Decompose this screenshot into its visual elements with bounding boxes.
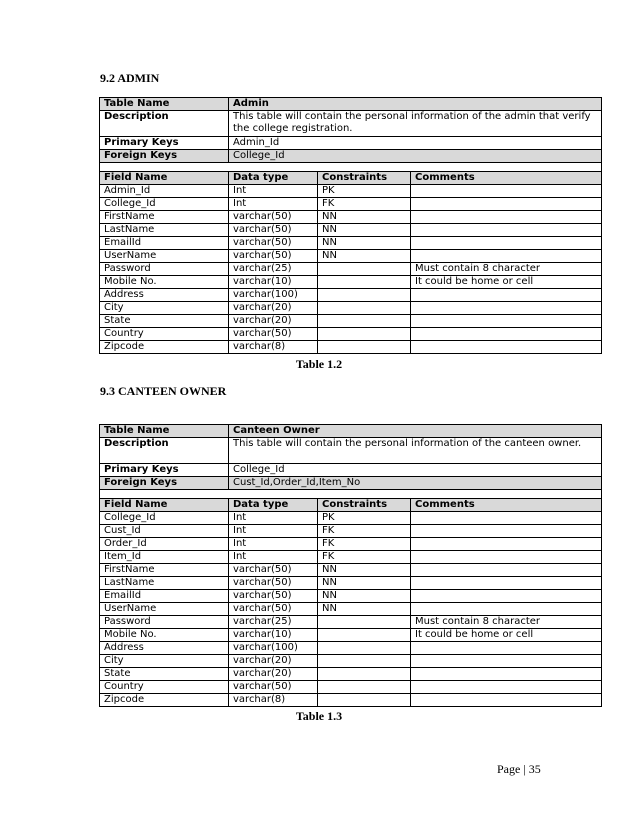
field-name-cell: FirstName [100, 211, 229, 224]
comments-cell [411, 211, 602, 224]
comments-cell [411, 512, 602, 525]
foreign-keys-label: Foreign Keys [100, 150, 229, 163]
table-row [100, 198, 602, 211]
description-value: This table will contain the personal information of the admin that verify the college registration. [229, 111, 602, 137]
constraints-cell: FK [318, 538, 411, 551]
constraints-cell [318, 629, 411, 642]
constraints-cell [318, 642, 411, 655]
table-row [100, 525, 602, 538]
column-header-constraints: Constraints [318, 172, 411, 185]
constraints-cell [318, 655, 411, 668]
data-type-cell: varchar(50) [229, 590, 318, 603]
table-row [100, 564, 602, 577]
primary-keys-row [100, 464, 602, 477]
comments-cell [411, 250, 602, 263]
data-type-cell: varchar(8) [229, 694, 318, 707]
constraints-cell [318, 668, 411, 681]
primary-keys-value: College_Id [229, 464, 602, 477]
constraints-cell [318, 289, 411, 302]
data-type-cell: varchar(100) [229, 289, 318, 302]
constraints-cell: PK [318, 512, 411, 525]
field-name-cell: Password [100, 616, 229, 629]
column-header-row [100, 499, 602, 512]
comments-cell: It could be home or cell [411, 629, 602, 642]
constraints-cell [318, 341, 411, 354]
comments-cell [411, 668, 602, 681]
constraints-cell: NN [318, 237, 411, 250]
constraints-cell: FK [318, 198, 411, 211]
canteen-owner-field-rows [100, 512, 602, 707]
data-type-cell: varchar(20) [229, 302, 318, 315]
comments-cell [411, 237, 602, 250]
table-name-value: Canteen Owner [229, 425, 602, 438]
foreign-keys-label: Foreign Keys [100, 477, 229, 490]
table-row [100, 341, 602, 354]
table-row [100, 629, 602, 642]
column-header-constraints: Constraints [318, 499, 411, 512]
table-row [100, 603, 602, 616]
description-row [100, 438, 602, 464]
data-type-cell: varchar(50) [229, 564, 318, 577]
data-type-cell: varchar(20) [229, 315, 318, 328]
data-type-cell: Int [229, 198, 318, 211]
admin-field-rows [100, 185, 602, 354]
foreign-keys-row [100, 150, 602, 163]
table-row [100, 512, 602, 525]
spacer-row [100, 163, 602, 172]
constraints-cell: NN [318, 577, 411, 590]
comments-cell [411, 642, 602, 655]
table-row [100, 237, 602, 250]
table-row [100, 642, 602, 655]
table-row [100, 211, 602, 224]
data-type-cell: Int [229, 525, 318, 538]
table-row [100, 328, 602, 341]
table-row [100, 655, 602, 668]
data-type-cell: Int [229, 551, 318, 564]
comments-cell [411, 590, 602, 603]
comments-cell [411, 525, 602, 538]
table-row [100, 551, 602, 564]
column-header-field-name: Field Name [100, 499, 229, 512]
comments-cell: Must contain 8 character [411, 616, 602, 629]
table-row [100, 590, 602, 603]
field-name-cell: Address [100, 289, 229, 302]
field-name-cell: Zipcode [100, 694, 229, 707]
data-type-cell: Int [229, 538, 318, 551]
table-name-row [100, 98, 602, 111]
table-row [100, 289, 602, 302]
data-type-cell: varchar(50) [229, 250, 318, 263]
constraints-cell: NN [318, 564, 411, 577]
comments-cell [411, 577, 602, 590]
column-header-row [100, 172, 602, 185]
table-name-label: Table Name [100, 98, 229, 111]
spacer-cell [100, 163, 602, 172]
data-type-cell: varchar(50) [229, 603, 318, 616]
page-number: Page | 35 [497, 762, 541, 776]
column-header-comments: Comments [411, 499, 602, 512]
comments-cell [411, 551, 602, 564]
column-header-data-type: Data type [229, 172, 318, 185]
primary-keys-value: Admin_Id [229, 137, 602, 150]
field-name-cell: City [100, 655, 229, 668]
data-type-cell: varchar(50) [229, 328, 318, 341]
canteen-owner-meta-rows [100, 425, 602, 512]
field-name-cell: LastName [100, 224, 229, 237]
constraints-cell [318, 616, 411, 629]
data-type-cell: varchar(50) [229, 211, 318, 224]
section-heading-admin: 9.2 ADMIN [100, 71, 160, 85]
constraints-cell: NN [318, 250, 411, 263]
field-name-cell: UserName [100, 603, 229, 616]
admin-table [99, 97, 602, 354]
primary-keys-label: Primary Keys [100, 464, 229, 477]
field-name-cell: College_Id [100, 512, 229, 525]
table-row [100, 577, 602, 590]
table-caption-admin: Table 1.2 [295, 357, 343, 371]
field-name-cell: Admin_Id [100, 185, 229, 198]
table-name-label: Table Name [100, 425, 229, 438]
comments-cell [411, 185, 602, 198]
data-type-cell: varchar(20) [229, 655, 318, 668]
comments-cell [411, 328, 602, 341]
constraints-cell [318, 263, 411, 276]
column-header-comments: Comments [411, 172, 602, 185]
field-name-cell: Item_Id [100, 551, 229, 564]
data-type-cell: varchar(10) [229, 629, 318, 642]
constraints-cell [318, 302, 411, 315]
field-name-cell: Zipcode [100, 341, 229, 354]
table-row [100, 224, 602, 237]
primary-keys-label: Primary Keys [100, 137, 229, 150]
constraints-cell [318, 328, 411, 341]
constraints-cell: PK [318, 185, 411, 198]
table-row [100, 315, 602, 328]
constraints-cell [318, 681, 411, 694]
data-type-cell: varchar(50) [229, 224, 318, 237]
description-value: This table will contain the personal information of the canteen owner. [229, 438, 602, 464]
data-type-cell: varchar(8) [229, 341, 318, 354]
data-type-cell: varchar(20) [229, 668, 318, 681]
field-name-cell: Mobile No. [100, 276, 229, 289]
field-name-cell: Password [100, 263, 229, 276]
comments-cell [411, 564, 602, 577]
table-row [100, 185, 602, 198]
field-name-cell: FirstName [100, 564, 229, 577]
table-caption-canteen-owner: Table 1.3 [295, 709, 343, 723]
field-name-cell: EmailId [100, 590, 229, 603]
description-row [100, 111, 602, 137]
table-row [100, 538, 602, 551]
table-name-row [100, 425, 602, 438]
section-heading-canteen-owner: 9.3 CANTEEN OWNER [100, 384, 227, 398]
table-row [100, 681, 602, 694]
foreign-keys-value: College_Id [229, 150, 602, 163]
field-name-cell: Country [100, 681, 229, 694]
canteen-owner-table [99, 424, 602, 707]
data-type-cell: varchar(10) [229, 276, 318, 289]
data-type-cell: Int [229, 185, 318, 198]
table-row [100, 276, 602, 289]
constraints-cell: FK [318, 525, 411, 538]
comments-cell [411, 603, 602, 616]
table-row [100, 616, 602, 629]
comments-cell [411, 315, 602, 328]
comments-cell [411, 694, 602, 707]
field-name-cell: State [100, 668, 229, 681]
column-header-field-name: Field Name [100, 172, 229, 185]
field-name-cell: City [100, 302, 229, 315]
constraints-cell: NN [318, 211, 411, 224]
description-label: Description [100, 438, 229, 464]
table-row [100, 250, 602, 263]
admin-meta-rows [100, 98, 602, 185]
field-name-cell: EmailId [100, 237, 229, 250]
comments-cell [411, 655, 602, 668]
table-row [100, 302, 602, 315]
data-type-cell: varchar(50) [229, 237, 318, 250]
table-name-value: Admin [229, 98, 602, 111]
constraints-cell: NN [318, 224, 411, 237]
constraints-cell: FK [318, 551, 411, 564]
column-header-data-type: Data type [229, 499, 318, 512]
primary-keys-row [100, 137, 602, 150]
field-name-cell: State [100, 315, 229, 328]
field-name-cell: Mobile No. [100, 629, 229, 642]
data-type-cell: varchar(100) [229, 642, 318, 655]
constraints-cell [318, 694, 411, 707]
description-label: Description [100, 111, 229, 137]
comments-cell [411, 341, 602, 354]
table-row [100, 668, 602, 681]
comments-cell [411, 198, 602, 211]
data-type-cell: varchar(25) [229, 263, 318, 276]
data-type-cell: Int [229, 512, 318, 525]
foreign-keys-row [100, 477, 602, 490]
comments-cell [411, 681, 602, 694]
field-name-cell: LastName [100, 577, 229, 590]
comments-cell [411, 224, 602, 237]
field-name-cell: College_Id [100, 198, 229, 211]
data-type-cell: varchar(25) [229, 616, 318, 629]
comments-cell [411, 289, 602, 302]
table-row [100, 263, 602, 276]
data-type-cell: varchar(50) [229, 577, 318, 590]
spacer-row [100, 490, 602, 499]
data-type-cell: varchar(50) [229, 681, 318, 694]
field-name-cell: Address [100, 642, 229, 655]
comments-cell [411, 538, 602, 551]
comments-cell [411, 302, 602, 315]
field-name-cell: UserName [100, 250, 229, 263]
constraints-cell [318, 315, 411, 328]
field-name-cell: Cust_Id [100, 525, 229, 538]
field-name-cell: Country [100, 328, 229, 341]
comments-cell: Must contain 8 character [411, 263, 602, 276]
comments-cell: It could be home or cell [411, 276, 602, 289]
constraints-cell [318, 276, 411, 289]
spacer-cell [100, 490, 602, 499]
foreign-keys-value: Cust_Id,Order_Id,Item_No [229, 477, 602, 490]
constraints-cell: NN [318, 603, 411, 616]
field-name-cell: Order_Id [100, 538, 229, 551]
table-row [100, 694, 602, 707]
constraints-cell: NN [318, 590, 411, 603]
